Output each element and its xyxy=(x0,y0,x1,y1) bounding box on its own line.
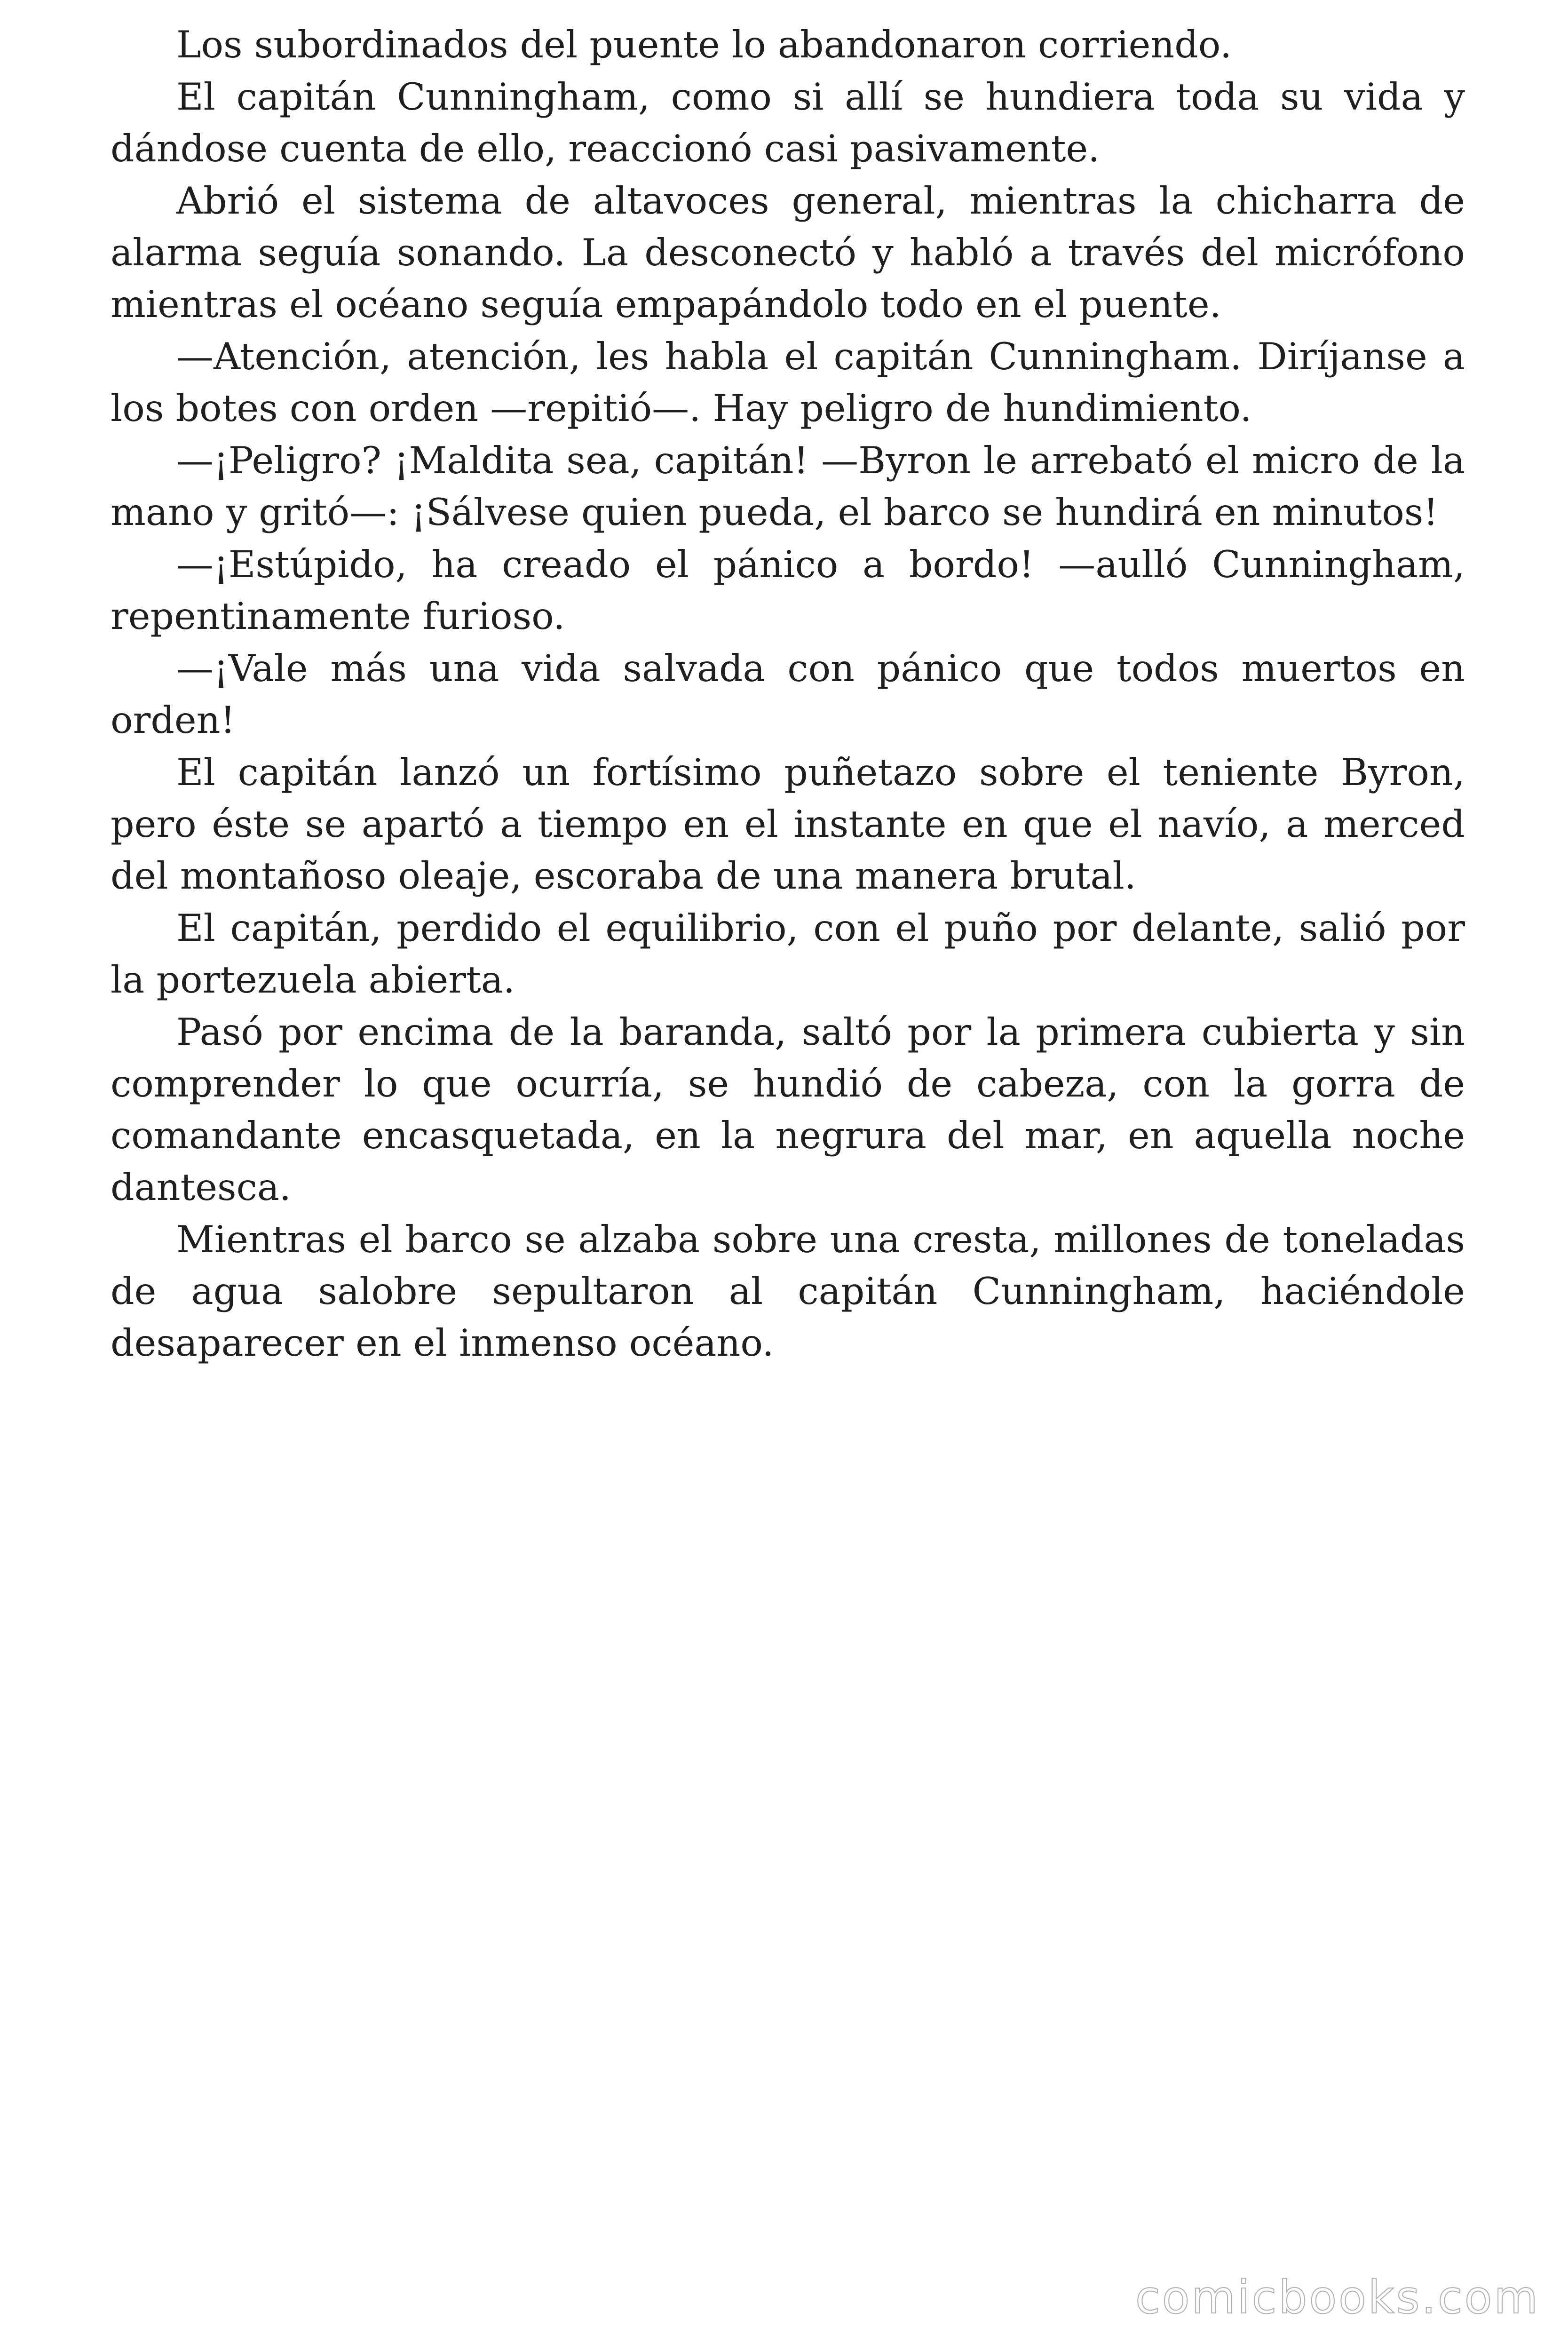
paragraph: Abrió el sistema de altavoces general, mientras la chicharra de alarma seguía sonando. La desconectó y habló a través del micrófono mientras el océano seguía empapándolo todo en el puente. xyxy=(111,179,1465,326)
paragraph: El capitán Cunningham, como si allí se hundiera toda su vida y dándose cuenta de ello, reaccionó casi pasivamente. xyxy=(111,75,1465,170)
page-body xyxy=(111,19,1465,1369)
paragraph: El capitán, perdido el equilibrio, con el puño por delante, salió por la portezuela abierta. xyxy=(111,906,1465,1001)
watermark: comicbooks.com xyxy=(1135,2271,1540,2324)
paragraph: —¡Estúpido, ha creado el pánico a bordo! —aulló Cunningham, repentinamente furioso. xyxy=(111,543,1465,638)
paragraph: —¡Vale más una vida salvada con pánico que todos muertos en orden! xyxy=(111,647,1465,742)
paragraph: Los subordinados del puente lo abandonaron corriendo. xyxy=(176,23,1232,66)
paragraph: —¡Peligro? ¡Maldita sea, capitán! —Byron le arrebató el micro de la mano y gritó—: ¡Sálvese quien pueda, el barco se hundirá en minutos! xyxy=(111,439,1465,534)
paragraph: El capitán lanzó un fortísimo puñetazo sobre el teniente Byron, pero éste se apartó a tiempo en el instante en que el navío, a merced del montañoso oleaje, escoraba de una manera brutal. xyxy=(111,751,1465,898)
paragraph: Pasó por encima de la baranda, saltó por la primera cubierta y sin comprender lo que ocurría, se hundió de cabeza, con la gorra de comandante encasquetada, en la negrura del mar, en aquella noche dantesca. xyxy=(111,1010,1465,1209)
paragraph: Mientras el barco se alzaba sobre una cresta, millones de toneladas de agua salobre sepultaron al capitán Cunningham, haciéndole desaparecer en el inmenso océano. xyxy=(111,1218,1465,1365)
paragraph: —Atención, atención, les habla el capitán Cunningham. Diríjanse a los botes con orden —repitió—. Hay peligro de hundimiento. xyxy=(111,335,1465,430)
